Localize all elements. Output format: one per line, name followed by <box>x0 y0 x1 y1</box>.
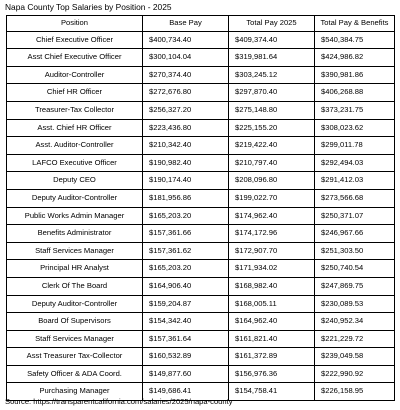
cell-position: Chief HR Officer <box>7 84 143 102</box>
cell-base-pay: $400,734.40 <box>143 31 229 49</box>
table-row <box>7 365 395 383</box>
cell-total-pay: $208,096.80 <box>229 172 315 190</box>
source-note: Source: https://transparentcalifornia.com/salaries/2025/napa-county <box>5 397 233 406</box>
table-row <box>7 225 395 243</box>
cell-base-pay: $164,906.40 <box>143 277 229 295</box>
cell-position: Purchasing Manager <box>7 383 143 401</box>
cell-total-pay-benefits: $390,981.86 <box>315 66 395 84</box>
cell-base-pay: $149,877.60 <box>143 365 229 383</box>
cell-total-pay-benefits: $250,740.54 <box>315 260 395 278</box>
cell-base-pay: $256,327.20 <box>143 101 229 119</box>
cell-position: Treasurer-Tax Collector <box>7 101 143 119</box>
cell-total-pay-benefits: $222,990.92 <box>315 365 395 383</box>
cell-base-pay: $270,374.40 <box>143 66 229 84</box>
cell-total-pay-benefits: $424,986.82 <box>315 49 395 67</box>
table-row <box>7 277 395 295</box>
cell-total-pay-benefits: $247,869.75 <box>315 277 395 295</box>
table-header-row <box>7 16 395 32</box>
cell-base-pay: $157,361.66 <box>143 225 229 243</box>
salary-table <box>6 15 395 401</box>
cell-base-pay: $165,203.20 <box>143 260 229 278</box>
cell-total-pay-benefits: $226,158.95 <box>315 383 395 401</box>
cell-total-pay: $199,022.70 <box>229 189 315 207</box>
cell-total-pay-benefits: $291,412.03 <box>315 172 395 190</box>
table-row <box>7 189 395 207</box>
cell-total-pay-benefits: $540,384.75 <box>315 31 395 49</box>
header-total-pay: Total Pay 2025 <box>229 16 315 32</box>
header-total-pay-benefits: Total Pay & Benefits <box>315 16 395 32</box>
table-row <box>7 260 395 278</box>
cell-position: Safety Officer & ADA Coord. <box>7 365 143 383</box>
cell-total-pay: $154,758.41 <box>229 383 315 401</box>
cell-total-pay: $210,797.40 <box>229 154 315 172</box>
cell-position: Clerk Of The Board <box>7 277 143 295</box>
cell-position: Deputy CEO <box>7 172 143 190</box>
cell-total-pay: $297,870.40 <box>229 84 315 102</box>
table-row <box>7 31 395 49</box>
cell-total-pay-benefits: $308,023.62 <box>315 119 395 137</box>
cell-position: Chief Executive Officer <box>7 31 143 49</box>
cell-total-pay: $171,934.02 <box>229 260 315 278</box>
cell-total-pay-benefits: $292,494.03 <box>315 154 395 172</box>
cell-total-pay-benefits: $250,371.07 <box>315 207 395 225</box>
cell-position: Deputy Auditor-Controller <box>7 295 143 313</box>
cell-total-pay: $172,907.70 <box>229 242 315 260</box>
cell-position: Deputy Auditor-Controller <box>7 189 143 207</box>
table-row <box>7 242 395 260</box>
cell-position: Asst Chief Executive Officer <box>7 49 143 67</box>
cell-base-pay: $272,676.80 <box>143 84 229 102</box>
cell-position: Auditor-Controller <box>7 66 143 84</box>
table-row <box>7 313 395 331</box>
cell-base-pay: $157,361.64 <box>143 330 229 348</box>
table-row <box>7 66 395 84</box>
cell-base-pay: $154,342.40 <box>143 313 229 331</box>
table-row <box>7 84 395 102</box>
cell-base-pay: $159,204.87 <box>143 295 229 313</box>
table-row <box>7 330 395 348</box>
cell-position: Public Works Admin Manager <box>7 207 143 225</box>
cell-position: Staff Services Manager <box>7 330 143 348</box>
cell-position: Asst Treasurer Tax-Collector <box>7 348 143 366</box>
cell-position: LAFCO Executive Officer <box>7 154 143 172</box>
cell-base-pay: $149,686.41 <box>143 383 229 401</box>
header-position: Position <box>7 16 143 32</box>
cell-total-pay: $409,374.40 <box>229 31 315 49</box>
table-row <box>7 49 395 67</box>
table-row <box>7 154 395 172</box>
cell-total-pay-benefits: $251,303.50 <box>315 242 395 260</box>
cell-total-pay: $161,821.40 <box>229 330 315 348</box>
cell-total-pay: $275,148.80 <box>229 101 315 119</box>
table-row <box>7 295 395 313</box>
cell-position: Asst. Auditor-Controller <box>7 137 143 155</box>
cell-total-pay-benefits: $299,011.78 <box>315 137 395 155</box>
cell-total-pay-benefits: $273,566.68 <box>315 189 395 207</box>
table-row <box>7 137 395 155</box>
cell-total-pay: $303,245.12 <box>229 66 315 84</box>
table-row <box>7 348 395 366</box>
cell-total-pay: $168,005.11 <box>229 295 315 313</box>
cell-total-pay-benefits: $246,967.66 <box>315 225 395 243</box>
cell-total-pay-benefits: $240,952.34 <box>315 313 395 331</box>
page-title: Napa County Top Salaries by Position - 2025 <box>5 2 172 12</box>
cell-base-pay: $181,956.86 <box>143 189 229 207</box>
cell-total-pay: $219,422.40 <box>229 137 315 155</box>
cell-total-pay-benefits: $221,229.72 <box>315 330 395 348</box>
table-row <box>7 172 395 190</box>
cell-total-pay-benefits: $230,089.53 <box>315 295 395 313</box>
cell-total-pay-benefits: $406,268.88 <box>315 84 395 102</box>
cell-position: Board Of Supervisors <box>7 313 143 331</box>
cell-position: Benefits Administrator <box>7 225 143 243</box>
cell-base-pay: $190,174.40 <box>143 172 229 190</box>
cell-total-pay: $225,155.20 <box>229 119 315 137</box>
cell-total-pay-benefits: $373,231.75 <box>315 101 395 119</box>
cell-total-pay: $174,962.40 <box>229 207 315 225</box>
cell-position: Principal HR Analyst <box>7 260 143 278</box>
cell-base-pay: $157,361.62 <box>143 242 229 260</box>
cell-total-pay-benefits: $239,049.58 <box>315 348 395 366</box>
cell-base-pay: $300,104.04 <box>143 49 229 67</box>
table-row <box>7 101 395 119</box>
cell-total-pay: $174,172.96 <box>229 225 315 243</box>
header-base-pay: Base Pay <box>143 16 229 32</box>
cell-total-pay: $319,981.64 <box>229 49 315 67</box>
cell-base-pay: $210,342.40 <box>143 137 229 155</box>
table-row <box>7 207 395 225</box>
cell-total-pay: $156,976.36 <box>229 365 315 383</box>
cell-base-pay: $160,532.89 <box>143 348 229 366</box>
cell-base-pay: $165,203.20 <box>143 207 229 225</box>
cell-total-pay: $164,962.40 <box>229 313 315 331</box>
cell-base-pay: $190,982.40 <box>143 154 229 172</box>
cell-total-pay: $161,372.89 <box>229 348 315 366</box>
table-row <box>7 119 395 137</box>
cell-position: Asst. Chief HR Officer <box>7 119 143 137</box>
cell-total-pay: $168,982.40 <box>229 277 315 295</box>
cell-base-pay: $223,436.80 <box>143 119 229 137</box>
cell-position: Staff Services Manager <box>7 242 143 260</box>
